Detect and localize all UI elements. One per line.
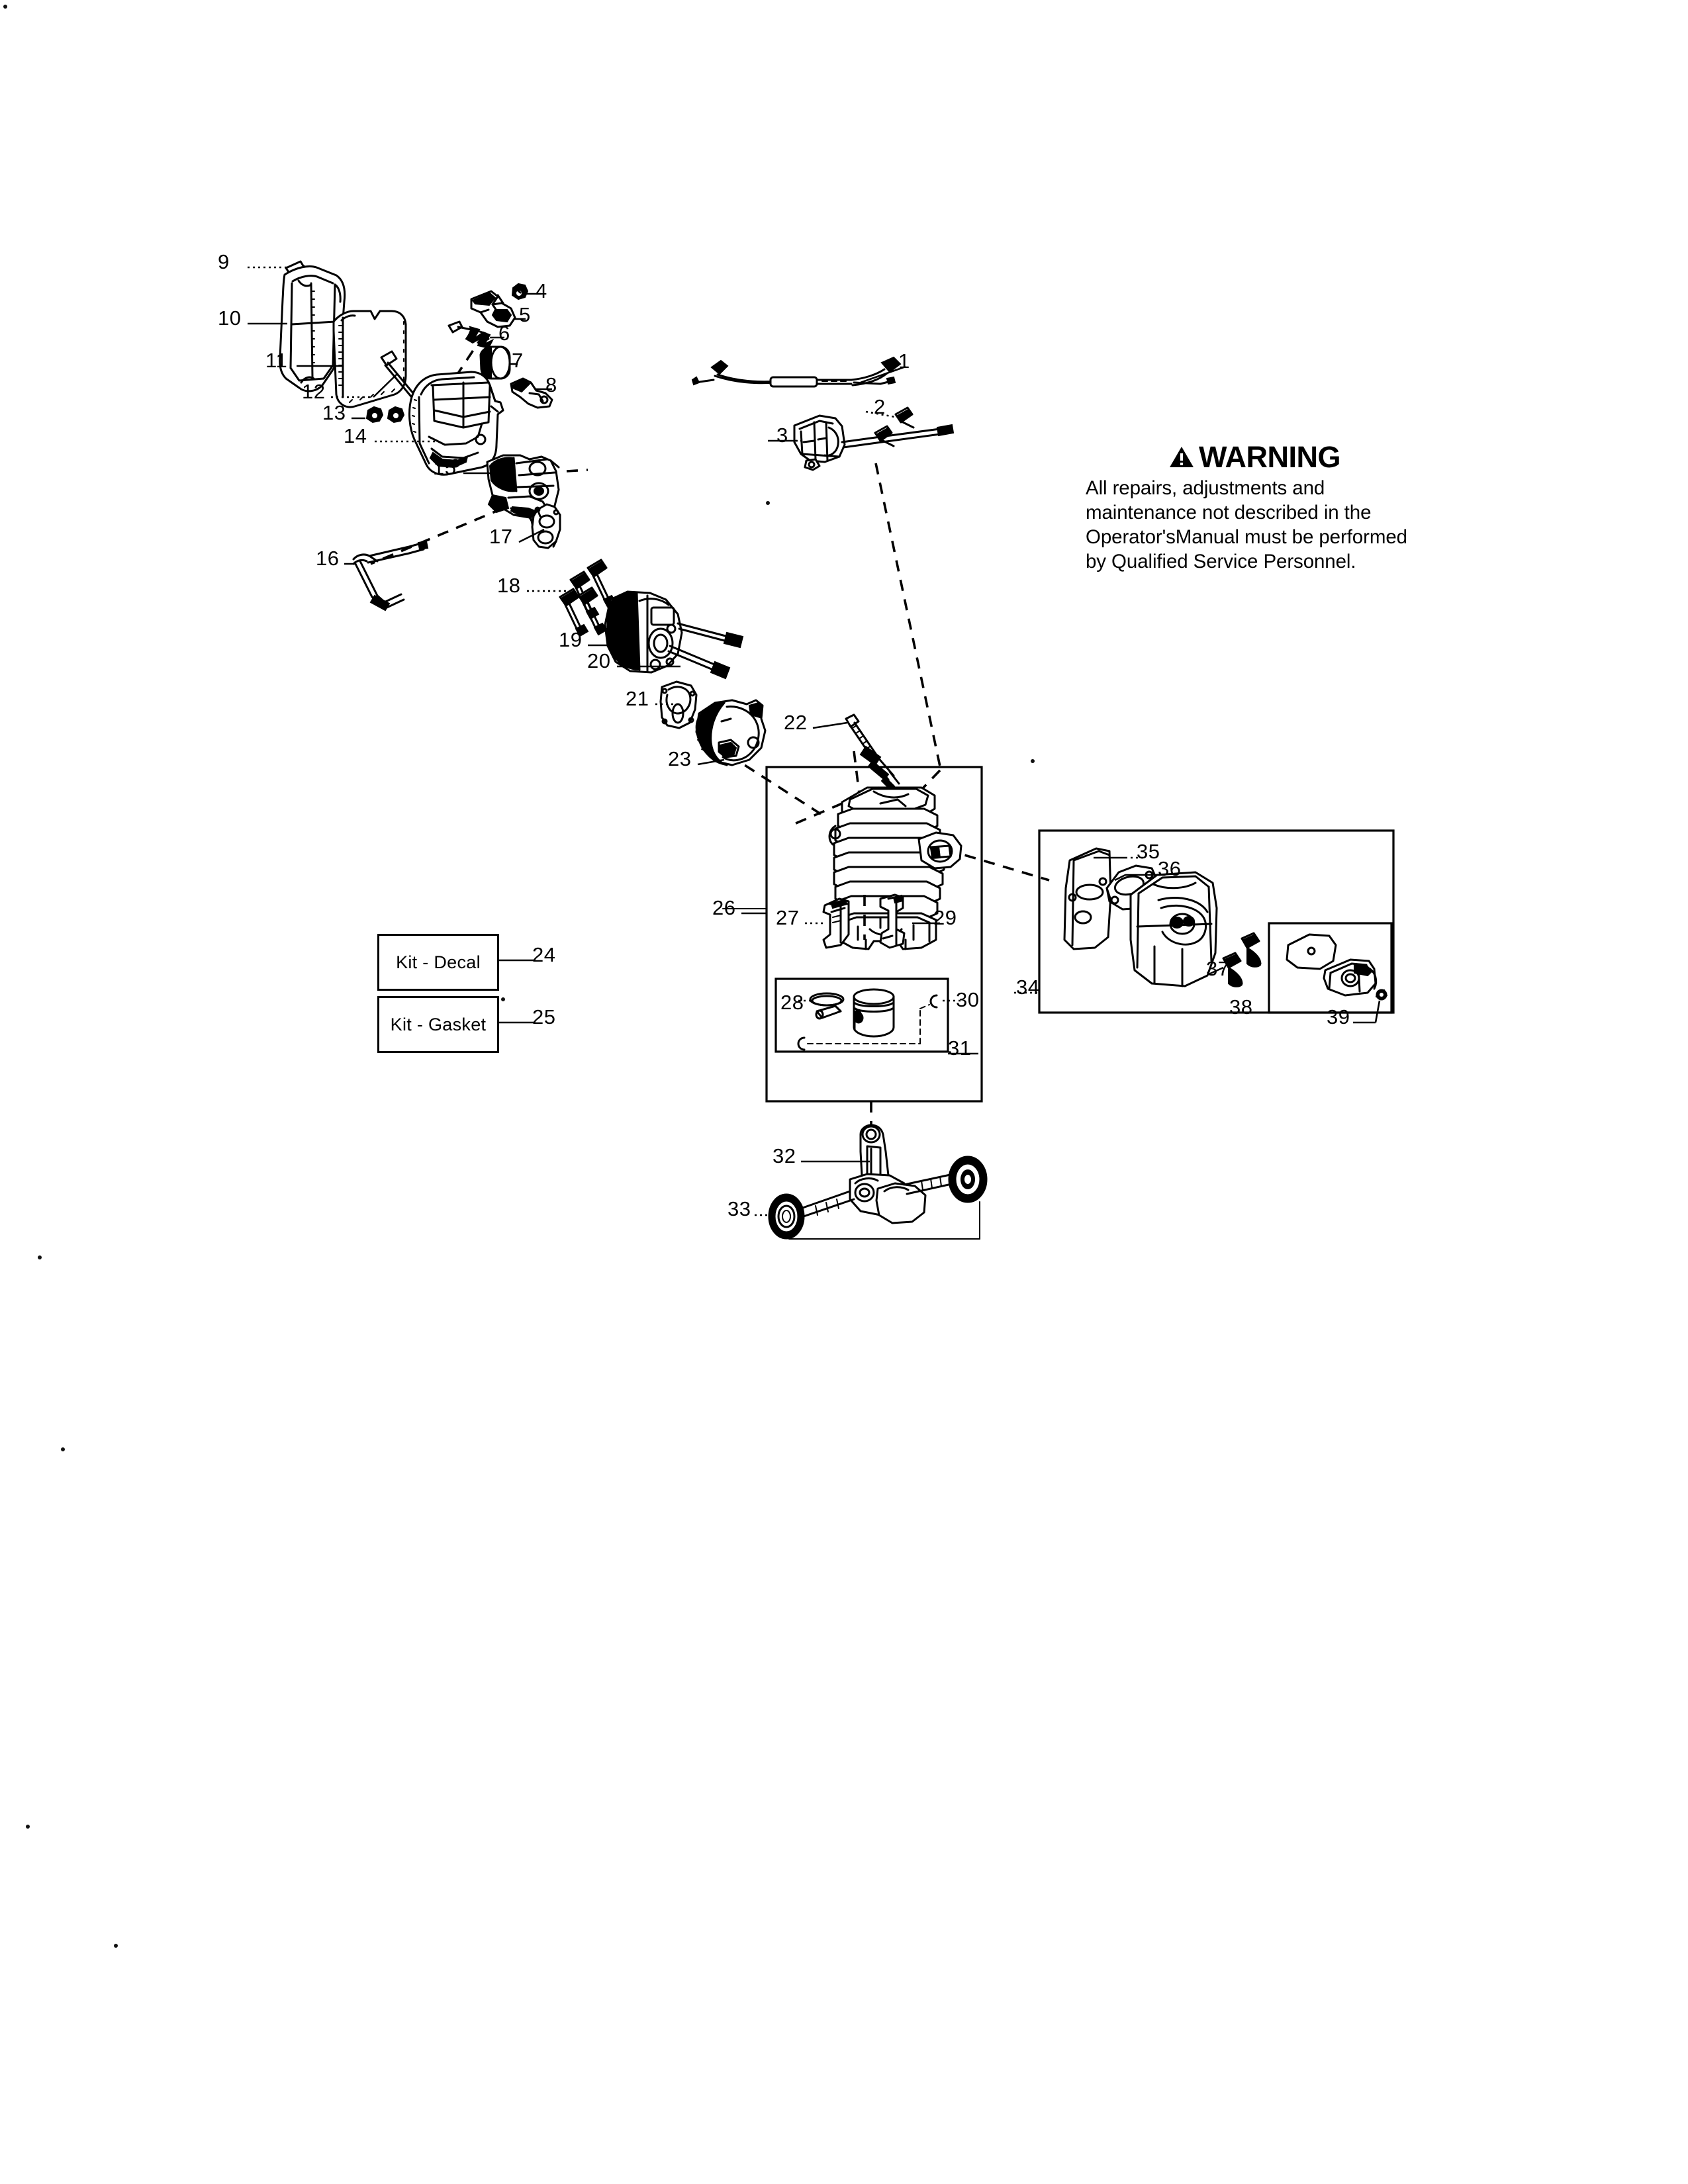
- callout-20-long-bolt: 20: [587, 649, 611, 672]
- warning-triangle-icon: [1168, 445, 1195, 469]
- callout-36-muffler-gasket: 36: [1158, 857, 1182, 880]
- callout-29-right-deflector: 29: [933, 906, 957, 929]
- callout-34-muffler-group: 34: [1016, 976, 1040, 999]
- callout-30-circlip: 30: [956, 988, 980, 1011]
- callout-18-screw-set: 18: [497, 574, 521, 597]
- callout-27-left-deflector: 27: [776, 906, 800, 929]
- callout-25-kit-gasket: 25: [532, 1005, 556, 1028]
- callout-7-grommet: 7: [512, 349, 524, 372]
- callout-37-muffler-screw: 37: [1206, 957, 1230, 980]
- callout-6-spring-clip: 6: [498, 322, 510, 345]
- callout-33-bearing: 33: [727, 1197, 751, 1220]
- kit-gasket-label: Kit - Gasket: [390, 1014, 487, 1034]
- callout-15-carburetor: 15: [433, 456, 457, 479]
- warning-block: [1086, 442, 1423, 574]
- callout-31-piston-kit-group: 31: [948, 1036, 972, 1060]
- callout-21-intake-gasket: 21: [626, 687, 649, 710]
- warning-body-text: All repairs, adjustments and maintenance not described in the Operator'sManual must be performed by Qualified Service Personnel.: [1086, 477, 1407, 573]
- callout-39-spark-arrestor-screen: 39: [1327, 1005, 1350, 1028]
- callout-3-throttle-trigger-bracket: 3: [776, 424, 788, 447]
- warning-heading-text: WARNING: [1199, 440, 1340, 474]
- callout-16-throttle-rod: 16: [316, 547, 340, 570]
- callout-28-piston-ring: 28: [780, 991, 804, 1014]
- callout-35-heat-shield: 35: [1137, 840, 1160, 863]
- kit-decal-box: [377, 934, 499, 991]
- callout-4-nut: 4: [536, 279, 547, 302]
- callout-17-carburetor-gasket: 17: [489, 525, 513, 548]
- callout-24-kit-decal: 24: [532, 943, 556, 966]
- callout-1-throttle-link-rod: 1: [898, 349, 910, 373]
- callout-10-air-filter-cover: 10: [218, 306, 242, 330]
- callout-26-cylinder-assembly-group: 26: [712, 896, 736, 919]
- callout-23-crankcase-cover: 23: [668, 747, 692, 770]
- callout-38-spark-arrestor-group: 38: [1229, 995, 1253, 1019]
- callout-11-air-filter-element: 11: [265, 349, 288, 372]
- callout-22-spark-plug: 22: [784, 711, 808, 734]
- kit-gasket-box: [377, 996, 499, 1053]
- callout-2-screw: 2: [874, 395, 886, 418]
- callout-14-air-box-housing: 14: [344, 424, 367, 447]
- callout-13-nut-pair: 13: [322, 401, 346, 424]
- warning-heading: [1086, 442, 1423, 472]
- callout-32-crankshaft-assembly: 32: [773, 1144, 796, 1167]
- callout-8-bracket: 8: [545, 373, 557, 396]
- callout-5-choke-lever: 5: [519, 303, 531, 326]
- kit-decal-label: Kit - Decal: [396, 952, 481, 972]
- callout-12-long-screw: 12: [302, 380, 326, 403]
- callout-9-screw: 9: [218, 250, 230, 273]
- callout-19-crankcase-half: 19: [559, 628, 583, 651]
